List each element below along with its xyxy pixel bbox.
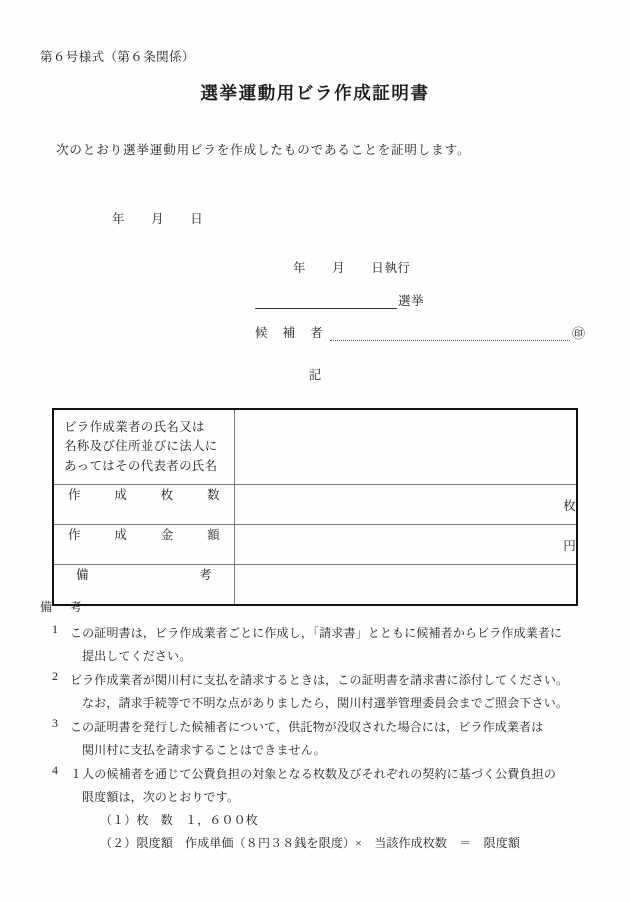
note-item-2 — [40, 669, 600, 715]
note-4-line-1: １人の候補者を通じて公費負担の対象となる枚数及びそれぞれの契約に基づく公費負担の — [70, 767, 557, 782]
note-4-sub-item-1: （１）枚 数 １，６００枚 — [100, 813, 258, 828]
note-body-4 — [70, 763, 600, 855]
row-label-producer — [53, 409, 235, 485]
note-body-2 — [70, 669, 600, 715]
note-item-4 — [40, 763, 600, 855]
producer-label-line-3: あってはその代表者の氏名 — [64, 458, 218, 473]
candidate-name-input[interactable] — [330, 327, 570, 341]
note-1-line-1: この証明書は，ビラ作成業者ごとに作成し，「請求書」とともに候補者からビラ作成業者に — [70, 626, 563, 640]
note-item-3 — [40, 716, 600, 762]
sheet-count-label-char-3: 枚 — [160, 488, 174, 503]
amount-label-char-2: 成 — [114, 528, 128, 543]
note-number-3: 3 — [52, 716, 58, 731]
lead-paragraph: 次のとおり選挙運動用ビラを作成したものであることを証明します。 — [56, 143, 471, 157]
note-number-1: 1 — [52, 622, 58, 636]
amount-value-field[interactable] — [235, 525, 578, 565]
sheet-count-label-char-1: 作 — [68, 488, 81, 503]
notes-section — [40, 598, 600, 856]
sheet-count-label-char-2: 成 — [114, 488, 128, 503]
execution-day-label: 日執行 — [371, 261, 411, 275]
table-row — [53, 525, 577, 565]
note-number-2: 2 — [52, 669, 58, 684]
election-suffix-label: 選挙 — [398, 294, 425, 308]
ki-marker: 記 — [308, 368, 322, 382]
sheet-count-unit: 枚 — [563, 498, 576, 513]
candidate-label: 候 補 者 — [255, 326, 329, 340]
amount-label-char-3: 金 — [160, 528, 174, 543]
issue-date-day-label: 日 — [190, 212, 204, 226]
producer-label-line-1: ビラ作成業者の氏名又は — [64, 420, 205, 434]
execution-month-label: 月 — [332, 261, 346, 275]
note-2-line-2: なお，請求手続等で不明な点がありましたら，関川村選挙管理委員会までご照会下さい。 — [82, 696, 569, 711]
row-label-amount — [53, 525, 235, 565]
election-name-line — [255, 291, 585, 309]
issue-date-line — [112, 209, 203, 227]
note-body-1 — [70, 622, 600, 668]
row-label-sheet-count — [53, 485, 235, 525]
certificate-table — [52, 408, 578, 606]
producer-label-line-2: 名称及び住所並びに法人に — [64, 439, 218, 454]
issue-date-month-label: 月 — [151, 212, 165, 226]
producer-value-field[interactable] — [235, 409, 578, 485]
note-4-line-2: 限度額は，次のとおりです。 — [82, 790, 239, 805]
issue-date-year-label: 年 — [112, 212, 126, 226]
table-row — [53, 485, 577, 525]
amount-label — [54, 525, 234, 564]
note-3-line-2: 関川村に支払を請求することはできません。 — [82, 743, 326, 758]
amount-label-char-4: 額 — [207, 528, 220, 543]
form-number: 第６号様式（第６条関係） — [40, 50, 195, 64]
table-row — [53, 409, 577, 485]
sheet-count-label — [54, 485, 234, 524]
notes-heading: 備 考 — [40, 600, 86, 614]
sheet-count-label-char-4: 数 — [207, 488, 220, 503]
election-block — [255, 258, 585, 341]
note-3-line-1: この証明書を発行した候補者について，供託物が没収された場合には，ビラ作成業者は — [70, 720, 544, 735]
election-name-input[interactable] — [255, 294, 397, 309]
note-number-4: 4 — [52, 763, 58, 778]
candidate-name-line — [255, 323, 585, 341]
note-2-line-1: ビラ作成業者が関川村に支払を請求するときは，この証明書を請求書に添付してください。 — [70, 673, 569, 688]
execution-year-label: 年 — [293, 261, 307, 275]
note-body-3 — [70, 716, 600, 762]
execution-date-line — [293, 258, 585, 276]
seal-icon: ㊞ — [571, 326, 585, 341]
note-item-1 — [40, 622, 600, 668]
amount-label-char-1: 作 — [68, 528, 81, 543]
remarks-label-char-2: 考 — [199, 568, 212, 583]
page-title: 選挙運動用ビラ作成証明書 — [200, 83, 430, 103]
producer-label-lines — [54, 410, 234, 484]
amount-unit: 円 — [563, 538, 576, 553]
sheet-count-value-field[interactable] — [235, 485, 578, 525]
note-4-sub-item-2: （２）限度額 作成単価（８円３８銭を限度）× 当該作成枚数 ＝ 限度額 — [100, 836, 521, 851]
remarks-label-char-1: 備 — [76, 568, 89, 583]
note-1-line-2: 提出してください。 — [82, 649, 192, 664]
